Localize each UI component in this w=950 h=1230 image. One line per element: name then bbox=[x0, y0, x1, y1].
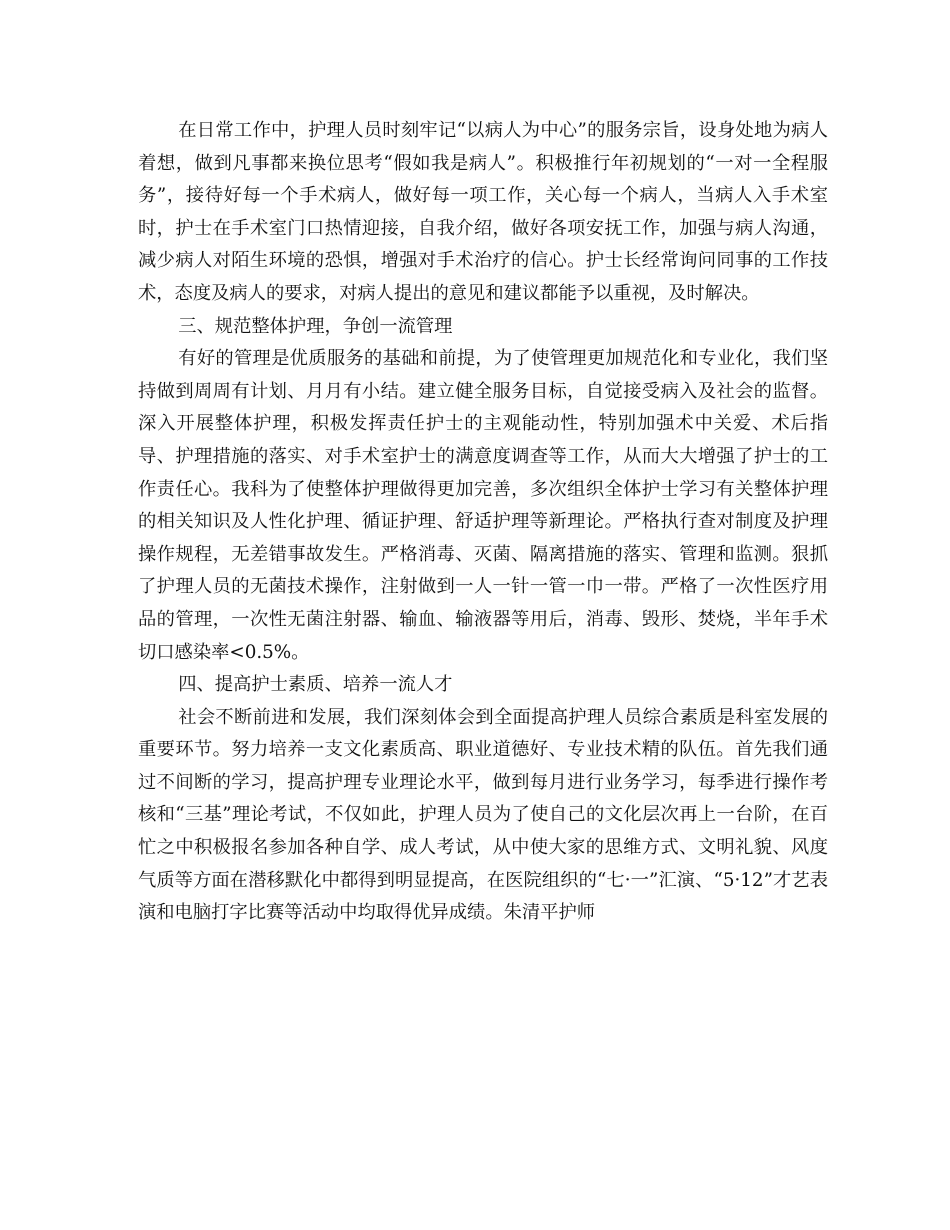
paragraph-patient-service: 在日常工作中，护理人员时刻牢记“以病人为中心”的服务宗旨，设身处地为病人着想，做到凡事都来换位思考“假如我是病人”。积极推行年初规划的“一对一全程服务”，接待好每一个手术病人，做好每一项工作，关心每一个病人，当病人入手术室时，护士在手术室门口热情迎接，自我介绍，做好各项安抚工作，加强与病人沟通，减少病人对陌生环境的恐惧，增强对手术治疗的信心。护士长经常询问同事的工作技术，态度及病人的要求，对病人提出的意见和建议都能予以重视，及时解决。 bbox=[138, 120, 828, 304]
section-heading-4: 四、提高护士素质、培养一流人才 bbox=[178, 674, 453, 696]
paragraph-management: 有好的管理是优质服务的基础和前提，为了使管理更加规范化和专业化，我们坚持做到周周有计划、月月有小结。建立健全服务目标，自觉接受病入及社会的监督。深入开展整体护理，积极发挥责任护士的主观能动性，特别加强术中关爱、术后指导、护理措施的落实、对手术室护士的满意度调查等工作，从而大大增强了护士的工作责任心。我科为了使整体护理做得更加完善，多次组织全体护士学习有关整体护理的相关知识及人性化护理、循证护理、舒适护理等新理论。严格执行查对制度及护理操作规程，无差错事故发生。严格消毒、灭菌、隔离措施的落实、管理和监测。狠抓了护理人员的无菌技术操作，注射做到一人一针一管一巾一带。严格了一次性医疗用品的管理，一次性无菌注射器、输血、输液器等用后，消毒、毁形、焚烧，半年手术切口感染率<0.5%。 bbox=[138, 348, 828, 663]
section-heading-3: 三、规范整体护理，争创一流管理 bbox=[178, 315, 453, 337]
document-body bbox=[138, 115, 828, 930]
paragraph-nurse-quality: 社会不断前进和发展，我们深刻体会到全面提高护理人员综合素质是科室发展的重要环节。努力培养一支文化素质高、职业道德好、专业技术精的队伍。首先我们通过不间断的学习，提高护理专业理论水平，做到每月进行业务学习，每季进行操作考核和“三基”理论考试，不仅如此，护理人员为了使自己的文化层次再上一台阶，在百忙之中积极报名参加各种自学、成人考试，从中使大家的思维方式、文明礼貌、风度气质等方面在潜移默化中都得到明显提高，在医院组织的“七·一”汇演、“5·12”才艺表演和电脑打字比赛等活动中均取得优异成绩。朱清平护师 bbox=[138, 706, 828, 924]
